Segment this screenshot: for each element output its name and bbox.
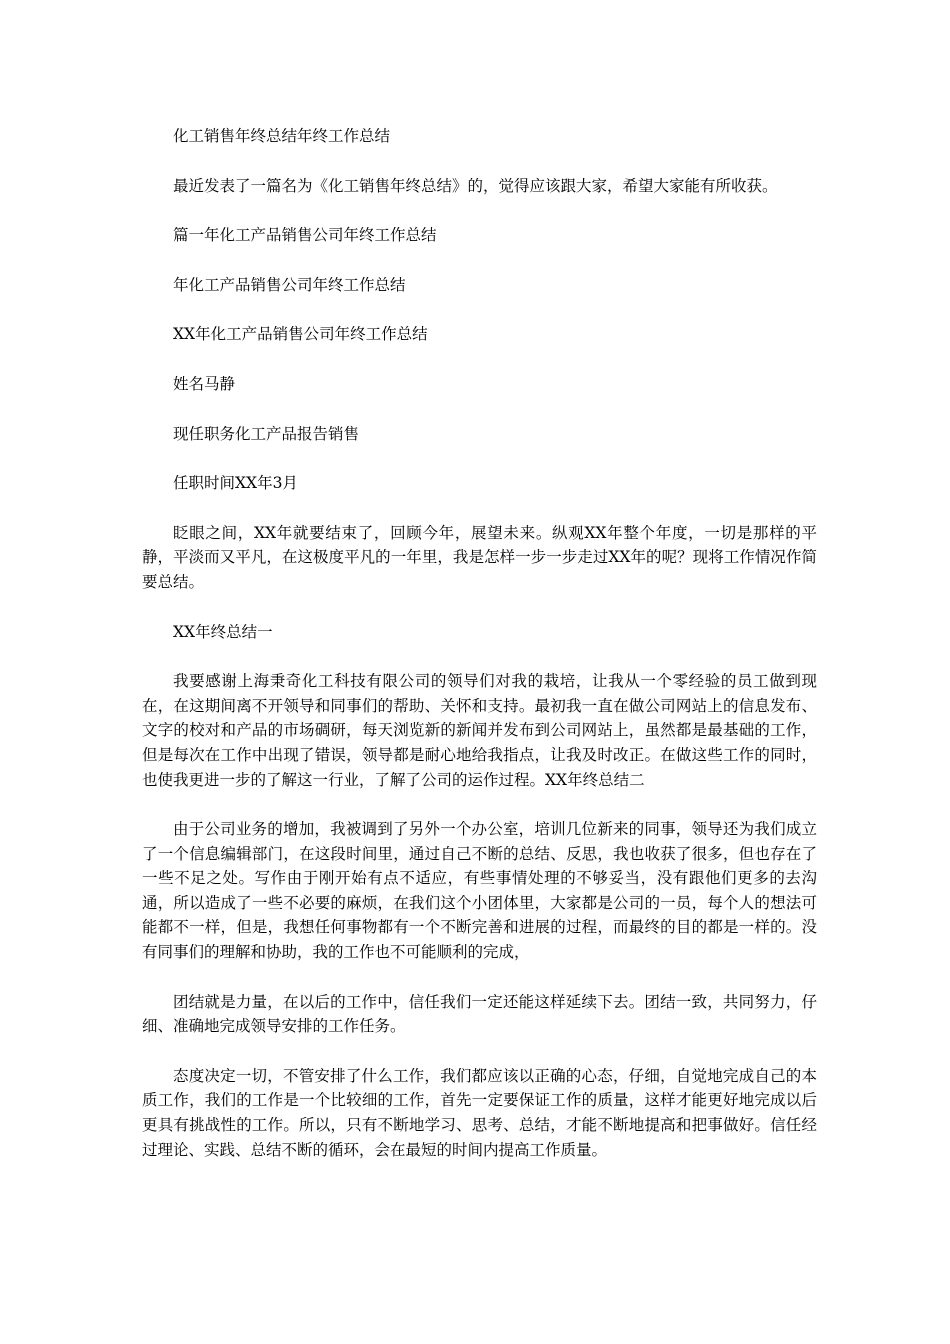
section-heading: 篇一年化工产品销售公司年终工作总结 bbox=[173, 226, 437, 245]
document-title: 化工销售年终总结年终工作总结 bbox=[173, 127, 391, 145]
intro-paragraph: 最近发表了一篇名为《化工销售年终总结》的，觉得应该跟大家，希望大家能有所收获。 bbox=[173, 176, 778, 195]
report-title: XX年化工产品销售公司年终工作总结 bbox=[173, 325, 428, 344]
tenure-line: 任职时间XX年3月 bbox=[173, 474, 298, 493]
document-body bbox=[142, 124, 817, 1162]
position-line: 现任职务化工产品报告销售 bbox=[173, 424, 360, 443]
body-paragraph: 态度决定一切，不管安排了什么工作，我们都应该以正确的心态，仔细，自觉地完成自己的本质工作，我们的工作是一个比较细的工作，首先一定要保证工作的质量，这样才能更好地完成以后更具有挑战性的工作。所以，只有不断地学习、思考、总结，才能不断地提高和把事做好。信任经过理论、实践、总结不断的循环，会在最短的时间内提高工作质量。 bbox=[142, 1066, 817, 1159]
summary-heading-one: XX年终总结一 bbox=[173, 622, 273, 641]
name-line: 姓名马静 bbox=[173, 374, 236, 393]
subtitle: 年化工产品销售公司年终工作总结 bbox=[173, 275, 406, 294]
body-paragraph: 由于公司业务的增加，我被调到了另外一个办公室，培训几位新来的同事，领导还为我们成立了一个信息编辑部门，在这段时间里，通过自己不断的总结、反思，我也收获了很多，但也存在了一些不足之处。写作由于刚开始有点不适应，有些事情处理的不够妥当，没有跟他们更多的去沟通，所以造成了一些不必要的麻烦，在我们这个小团体里，大家都是公司的一员，每个人的想法可能都不一样，但是，我想任何事物都有一个不断完善和进展的过程，而最终的目的都是一样的。没有同事们的理解和协助，我的工作也不可能顺利的完成， bbox=[142, 820, 817, 962]
opening-paragraph: 眨眼之间，XX年就要结束了，回顾今年，展望未来。纵观XX年整个年度，一切是那样的平静，平淡而又平凡，在这极度平凡的一年里，我是怎样一步一步走过XX年的呢？现将工作情况作简要总结。 bbox=[142, 523, 817, 591]
body-paragraph: 我要感谢上海秉奇化工科技有限公司的领导们对我的栽培，让我从一个零经验的员工做到现在，在这期间离不开领导和同事们的帮助、关怀和支持。最初我一直在做公司网站上的信息发布、文字的校对和产品的市场碉研，每天浏览新的新闻并发布到公司网站上，虽然都是最基础的工作，但是每次在工作中出现了错误，领导都是耐心地给我指点，让我及时改正。在做这些工作的同时，也使我更进一步的了解这一行业，了解了公司的运作过程。XX年终总结二 bbox=[142, 672, 817, 789]
body-paragraph: 团结就是力量，在以后的工作中，信任我们一定还能这样延续下去。团结一致，共同努力，仔细、准确地完成领导安排的工作任务。 bbox=[142, 992, 817, 1036]
